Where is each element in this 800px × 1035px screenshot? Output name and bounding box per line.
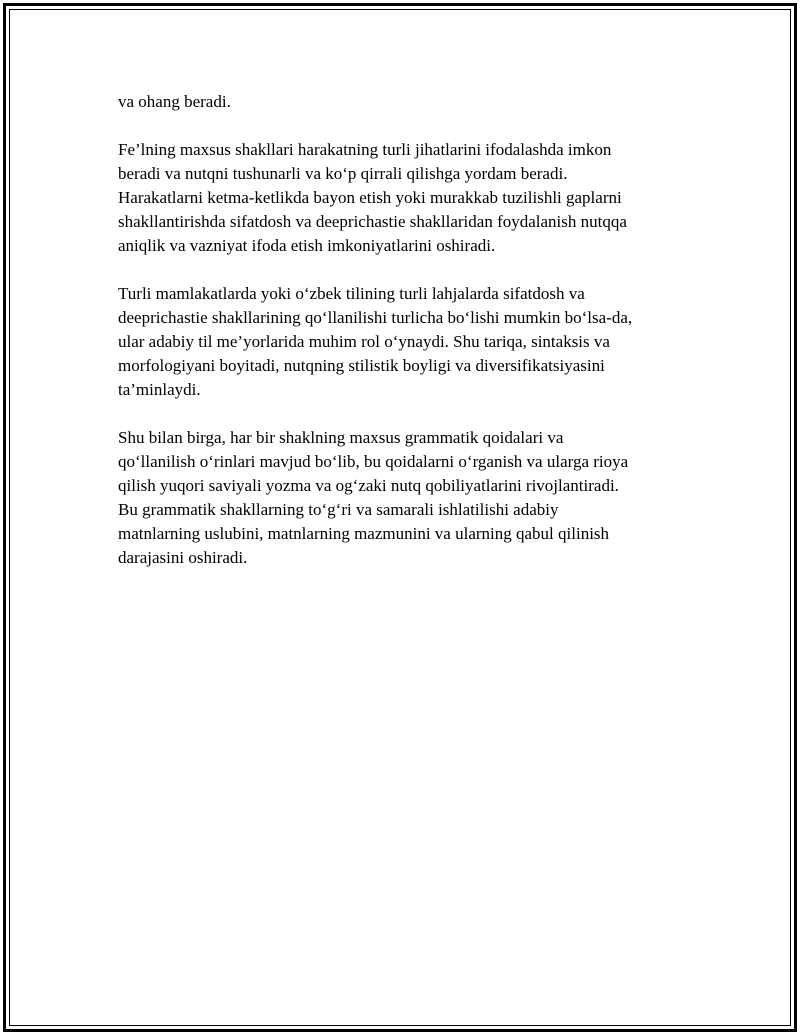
paragraph-3	[118, 282, 698, 402]
text-line: Bu grammatik shakllarning to‘g‘ri va samarali ishlatilishi adabiy	[118, 500, 559, 519]
text-line: qo‘llanilish o‘rinlari mavjud bo‘lib, bu qoidalarni o‘rganish va ularga rioya	[118, 452, 629, 471]
text-line: morfologiyani boyitadi, nutqning stilistik boyligi va diversifikatsiyasini	[118, 356, 605, 375]
text-line: darajasini oshiradi.	[118, 548, 248, 567]
text-line: Shu bilan birga, har bir shaklning maxsus grammatik qoidalari va	[118, 428, 564, 447]
paragraph-2	[118, 138, 698, 258]
text-line: qilish yuqori saviyali yozma va og‘zaki nutq qobiliyatlarini rivojlantiradi.	[118, 476, 619, 495]
text-line: matnlarning uslubini, matnlarning mazmunini va ularning qabul qilinish	[118, 524, 610, 543]
text-line: deeprichastie shakllarining qo‘llanilishi turlicha bo‘lishi mumkin bo‘lsa-da,	[118, 308, 633, 327]
document-body	[118, 90, 698, 594]
text-line: Harakatlarni ketma-ketlikda bayon etish yoki murakkab tuzilishli gaplarni	[118, 188, 622, 207]
paragraph-4	[118, 426, 698, 570]
text-line: Fe’lning maxsus shakllari harakatning turli jihatlarini ifodalashda imkon	[118, 140, 612, 159]
text-line: beradi va nutqni tushunarli va ko‘p qirrali qilishga yordam beradi.	[118, 164, 568, 183]
paragraph-1	[118, 90, 698, 114]
text-line: ular adabiy til me’yorlarida muhim rol o‘ynaydi. Shu tariqa, sintaksis va	[118, 332, 610, 351]
text-line: ta’minlaydi.	[118, 380, 201, 399]
text-line: aniqlik va vazniyat ifoda etish imkoniyatlarini oshiradi.	[118, 236, 496, 255]
text-line: shakllantirishda sifatdosh va deeprichastie shakllaridan foydalanish nutqqa	[118, 212, 627, 231]
text-line: Turli mamlakatlarda yoki o‘zbek tilining turli lahjalarda sifatdosh va	[118, 284, 585, 303]
text-line: va ohang beradi.	[118, 92, 231, 111]
